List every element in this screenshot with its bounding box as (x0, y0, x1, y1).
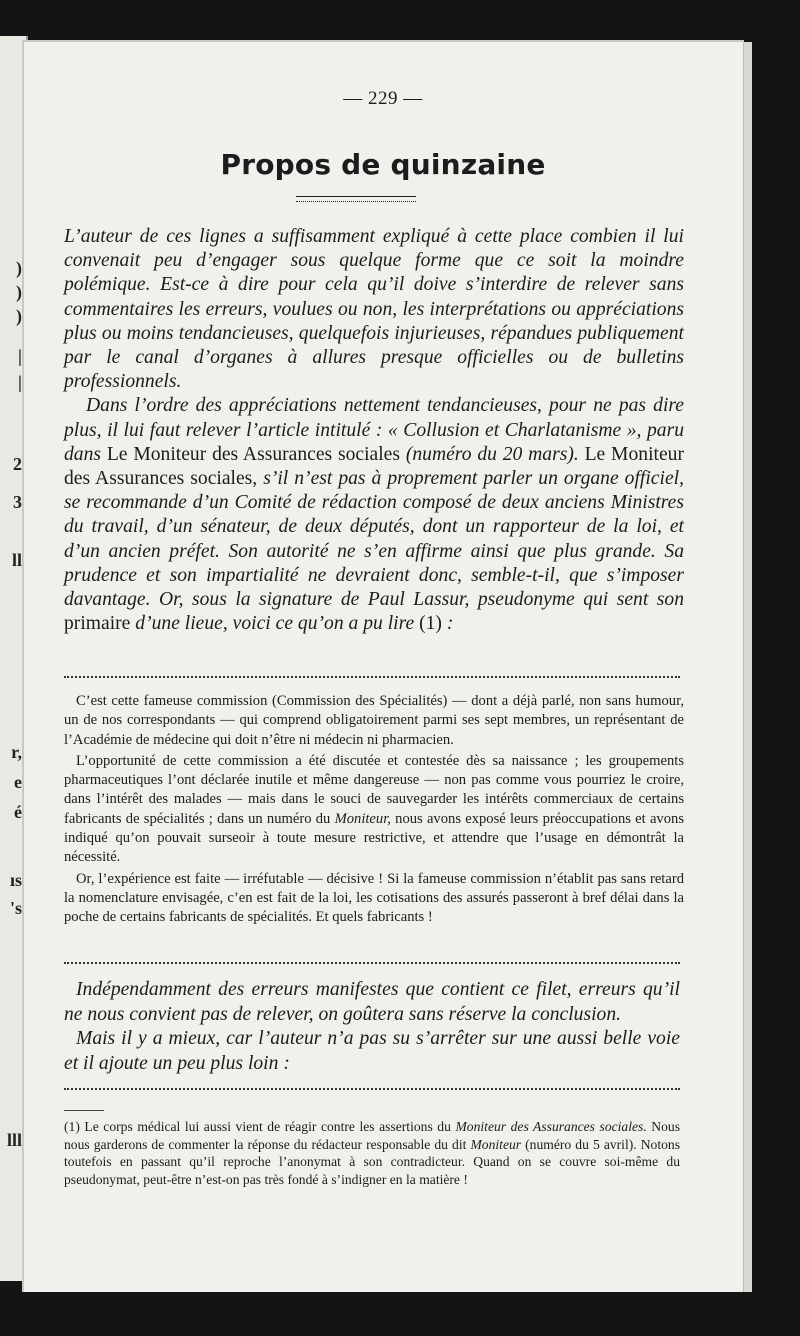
paragraph (64, 752, 684, 868)
margin-mark: 3 (13, 492, 22, 512)
publication-name: Moniteur, (334, 810, 391, 827)
margin-mark: é (14, 802, 22, 822)
text-run: : (441, 613, 454, 635)
paragraph: Indépendamment des erreurs manifestes que contient ce filet, erreurs qu’il ne nous convient pas de relever, on goûtera sans réserve la conclusion. (64, 979, 680, 1025)
paragraph (64, 394, 684, 636)
publication-name: Le Moniteur des Assurances sociales (106, 443, 401, 465)
footnote-rule (64, 1110, 104, 1111)
margin-mark: r, (11, 742, 22, 762)
footnote (64, 1118, 680, 1188)
page-edge (744, 42, 752, 1292)
margin-mark: ) (16, 258, 22, 278)
article-title: Propos de quinzaine (220, 148, 546, 181)
text-run: Nous nous garderons de commenter la réponse du rédacteur responsable du dit (64, 1119, 680, 1152)
text-run: (numéro du 5 avril). Notons toutefois en passant qu’il reproche l’anonymat à son contradicteur. Quand on se couvre soi-même du pseudonymat, peut-être n’est-on pas très fondé à s’indigner en la matière ! (64, 1136, 681, 1187)
text-run: Dans l’ordre des appréciations nettement tendancieuses, pour ne pas dire plus, il lui faut relever l’article intitulé : « Collusion et Charlatanisme », paru dans (64, 395, 684, 465)
margin-mark: ) (16, 282, 22, 302)
quoted-excerpt (64, 692, 684, 930)
footnote-reference: (1) (419, 613, 442, 635)
paragraph: L’auteur de ces lignes a suffisamment expliqué à cette place combien il lui convenait peu d’engager sous quelque forme que ce soit la moindre polémique. Est-ce à dire pour cela qu’il doive s’interdire de relever sans commentaires les erreurs, voulues ou non, les interprétations ou appréciations plus ou moins tendancieuses, quelquefois injurieuses, répandues publiquement par le canal d’organes à allures presque officielles ou de bulletins professionnels. (64, 226, 684, 393)
text-run: nous avons exposé leurs préoccupations et avons indiqué qu’on pouvait surseoir à toute mesure restrictive, et attendre que l’usage en démontrât la nécessité. (64, 810, 684, 866)
margin-mark: ıs (9, 870, 22, 890)
margin-mark: lll (6, 1130, 22, 1150)
publication-name: Moniteur (470, 1136, 522, 1152)
margin-mark: ll (11, 550, 22, 570)
page-number: — 229 — (343, 88, 423, 109)
margin-mark: e (14, 772, 22, 792)
ellipsis-rule (64, 962, 680, 966)
paragraph: C’est cette fameuse commission (Commission des Spécialités) — dont a déjà parlé, non sans humour, un de nos correspondants — qui comprend obligatoirement parmi ses sept membres, un représentant de l’Académie de médecine qui doit n’être ni médecin ni pharmacien. (64, 693, 684, 748)
margin-mark: 2 (13, 454, 22, 474)
text-run: d’une lieue, voici ce qu’on a pu lire (130, 613, 420, 635)
text-run: primaire (64, 613, 131, 635)
ellipsis-rule (64, 676, 680, 680)
page (22, 40, 744, 1292)
paragraph: Mais il y a mieux, car l’auteur n’a pas su s’arrêter sur une aussi belle voie et il ajoute un peu plus loin : (64, 1028, 680, 1074)
ellipsis-rule (64, 1088, 680, 1092)
margin-mark: ) (16, 306, 22, 326)
text-run: (1) Le corps médical lui aussi vient de réagir contre les assertions du (64, 1119, 456, 1134)
text-run: s’il n’est pas à proprement parler un organe officiel, se recommande d’un Comité de rédaction composé de deux anciens Ministres du travail, d’un sénateur, de deux députés, dont un rapporteur de la loi, et d’un ancien préfet. Son autorité ne s’en affirme ainsi que plus grande. Sa prudence et son impartialité ne devraient donc, semble-t-il, que s’imposer davantage. Or, sous la signature de Paul Lassur, pseudonyme qui sent son (64, 468, 684, 611)
margin-mark: | (18, 346, 22, 366)
paragraph: Or, l’expérience est faite — irréfutable — décisive ! Si la fameuse commission n’établit pas sans retard la nomenclature envisagée, c’en est fait de la loi, les cotisations des assurés passeront à bref délai dans la poche de certains fabricants de spécialités. Et quels fabricants ! (64, 870, 684, 926)
publication-name: Moniteur des Assurances sociales. (455, 1119, 647, 1134)
margin-mark: 's (9, 898, 22, 918)
text-run: L’opportunité de cette commission a été discutée et contestée dès sa naissance ; les groupements pharmaceutiques l’ont déclarée inutile et même dangereuse — non pas comme vous pourriez le croire, dans l’intérêt des malades — mais dans le souci de sauvegarder les intérêts commerciaux de certains fabricants de spécialités ; dans un numéro du (64, 752, 684, 827)
text-run: (numéro du 20 mars). (400, 443, 585, 465)
closing-text (64, 978, 680, 1076)
publication-name: Le Moniteur des Assurances sociales, (64, 443, 684, 490)
title-rule (296, 196, 416, 202)
margin-mark: | (18, 372, 22, 392)
intro-text (64, 225, 684, 636)
